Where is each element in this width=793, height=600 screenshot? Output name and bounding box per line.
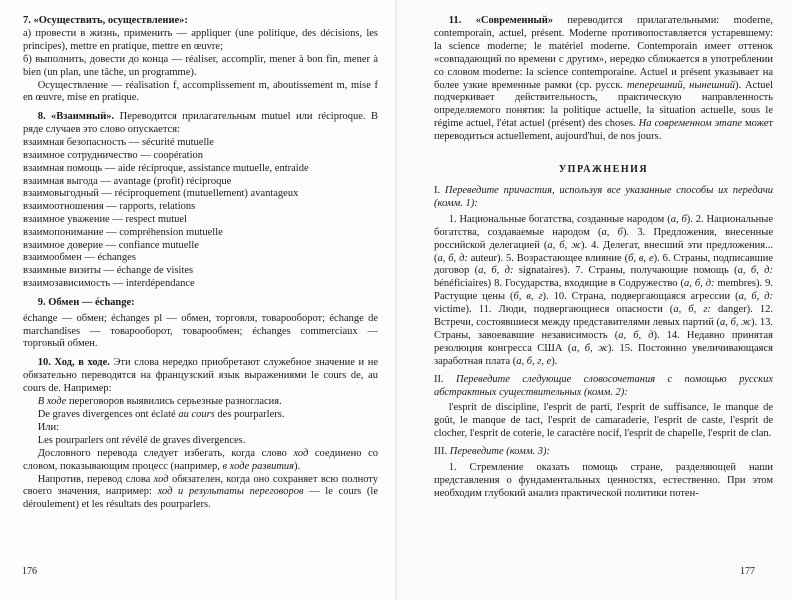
- list-item: взаимная безопасность — sécurité mutuelle: [23, 137, 214, 149]
- example-2-text-b: des pourparlers.: [214, 408, 285, 420]
- s11-text-b: ). Actuel подчеркивает действительность, практическую направленность определяемого понятия: la politique actuelle, la situation actuelle, sous le régime actuel, l'état actuel (présent) des choses.: [434, 79, 773, 130]
- section-11-title: 11. «Современный»: [448, 15, 554, 26]
- ex1-ital: б, в, е: [628, 252, 654, 264]
- section-10-intro: Эти слова нередко приобретают служебное значение и не обязательно переводятся на французский язык выражениями le cours de, au cours de. Например:: [23, 357, 378, 395]
- example-or: Или:: [37, 421, 60, 433]
- ex1-ital: а, б: [601, 226, 623, 238]
- ex1-ital: а, б, д:: [683, 278, 715, 290]
- ex1-seg: membres). 9. Растущие цены (: [434, 278, 773, 303]
- exercise-2-text: Переведите следующие словосочетания с помощью русских абстрактных существительных (комм. 2):: [434, 373, 773, 398]
- page-number-right: 177: [740, 566, 755, 577]
- exercise-3-text: Переведите (комм. 3):: [449, 446, 551, 458]
- ex1-ital: а, б, д:: [738, 291, 774, 303]
- p2-text-c: — le cours (le déroulement) et les résultats des pourparlers.: [23, 486, 378, 511]
- ex1-seg: ). 4. Делегат, внесший эти предложения... (: [434, 239, 773, 264]
- exercises-heading: УПРАЖНЕНИЯ: [558, 164, 649, 176]
- ex1-ital: б, в, г: [513, 291, 543, 303]
- section-8: [23, 111, 378, 137]
- section-8-intro: Переводится прилагательным mutuel или réciproque. В ряде случаев это слово опускается:: [23, 111, 378, 136]
- ex1-ital: а, б, д:: [737, 265, 773, 277]
- section-7-item-b: б) выполнить, довести до конца — réaliser, accomplir, mener à bon fin, mener à bien (un plan, une tâche, un programme).: [23, 53, 378, 78]
- ex1-seg: ). 13. Страны, завоевавшие независимость (: [434, 317, 773, 341]
- p2-italic-2: ход и результаты переговоров: [157, 486, 304, 498]
- ex1-ital: а, б, д: [618, 329, 654, 341]
- example-1-text: переговоров выявились серьезные разногласия.: [66, 396, 282, 408]
- list-item: взаимное доверие — confiance mutuelle: [23, 239, 199, 251]
- p2-text-b: обязателен, когда оно сохраняет всю полноту своего значения, например:: [23, 473, 379, 498]
- exercise-1-text: Переведите причастия, используя все указанные способы их передачи (комм. 1):: [434, 184, 773, 209]
- list-item: взаимное уважение — respect mutuel: [23, 213, 187, 225]
- ex1-seg: ). 14. Недавно принятая резолюция конгресса США (: [434, 329, 774, 354]
- p2-italic: ход: [153, 473, 169, 485]
- ex1-seg: auteur). 5. Возрастающее влияние (: [467, 252, 629, 264]
- exercise-2-body: l'esprit de discipline, l'esprit de parti, l'esprit de suffisance, le manque de goût, le manque de tact, l'esprit de camaraderie, l'esprit de caste, l'esprit de clocher, l'esprit de coterie, le caractère nocif, l'esprit de chapelle, l'esprit de clan.: [434, 402, 773, 440]
- exercise-2-instruction: [434, 374, 773, 400]
- section-10-title: 10. Ход, в ходе.: [37, 357, 110, 369]
- section-10-paragraph-1: [23, 448, 378, 474]
- ex1-ital: а, б, д:: [478, 265, 514, 277]
- ex1-seg: danger). 12. Встречи, состоявшиеся между представителями левых партий (: [434, 304, 773, 329]
- list-item: взаимная выгода — avantage (profit) réciproque: [23, 175, 232, 187]
- p1-text-b: соединено со словом, показывающим процесс (например,: [23, 447, 378, 472]
- exercise-3-instruction: [434, 446, 773, 459]
- ex1-ital: а, б: [670, 213, 687, 225]
- section-9-body: échange — обмен; échanges pl — обмен, торговля, товарооборот; échange de marchandises — товарооборот, товарообмен; échanges commerciaux — торговый обмен.: [23, 312, 378, 350]
- list-item: взаимные визиты — échange de visites: [23, 265, 194, 277]
- example-1-italic: В ходе: [37, 396, 67, 408]
- ex1-seg: 1. Национальные богатства, созданные народом (: [448, 213, 671, 225]
- section-8-list: [23, 137, 378, 291]
- exercise-1-instruction: [434, 185, 773, 211]
- section-10-paragraph-2: [23, 474, 378, 513]
- p1-italic: ход: [293, 447, 309, 459]
- list-item: взаимопонимание — compréhension mutuelle: [23, 226, 223, 238]
- ex1-seg: ). 6. Страны, подписавшие договор (: [434, 252, 774, 277]
- exercise-1-number: I.: [434, 184, 441, 196]
- s11-text-a: переводится прилагательными: moderne, contemporain, actuel, présent. Moderne противопоставляется устаревшему: la science moderne; le matériel moderne. Contemporain имеет оттенок «совпадающий по времени с другим», нередко сближается в употреблении со словом moderne: la science contemporaine. Actuel и présent указывает на более узкие временные рамки (ср. русск.: [434, 15, 773, 91]
- section-9-title: 9. Обмен — échange:: [37, 296, 135, 308]
- page-number-left: 176: [22, 566, 37, 577]
- right-page: [397, 0, 793, 600]
- ex1-ital: а, б, г:: [673, 304, 711, 316]
- exercise-1-body: [434, 214, 773, 369]
- ex1-ital: а, б, д:: [437, 252, 468, 264]
- s11-italic-2: На современном этапе: [638, 118, 743, 130]
- list-item: взаимное сотрудничество — coopération: [23, 149, 203, 161]
- section-9: [23, 297, 378, 310]
- ex1-ital: а, б, ж: [547, 239, 581, 251]
- example-2-italic: au cours: [178, 408, 215, 420]
- ex1-seg: ).: [551, 355, 558, 367]
- example-3: Les pourparlers ont révélé de graves divergences.: [37, 434, 246, 446]
- left-text-column: [23, 15, 378, 512]
- section-11: [434, 15, 773, 144]
- ex1-seg: ). 10. Страна, подвергающаяся агрессии (: [542, 291, 739, 303]
- list-item: взаимная помощь — aide réciproque, assistance mutuelle, entraide: [23, 162, 309, 174]
- section-8-title: 8. «Взаимный».: [37, 111, 115, 123]
- section-7-item-a: а) провести в жизнь, применить — appliquer (une politique, des décisions, les principes), mettre en pratique, mettre en œuvre;: [23, 27, 378, 52]
- s11-italic-1: теперешний, нынешний: [626, 79, 735, 91]
- example-2-text-a: De graves divergences ont éclaté: [37, 408, 179, 420]
- list-item: взаимоотношения — rapports, relations: [23, 201, 196, 213]
- exercise-3-number: III.: [434, 446, 448, 458]
- exercise-2-number: II.: [434, 373, 444, 385]
- section-10: [23, 357, 378, 396]
- ex1-seg: victime). 11. Люди, подвергающиеся опасности (: [434, 304, 674, 316]
- s11-text-c: может переводиться actuellement, aujourd'hui, de nos jours.: [434, 118, 773, 143]
- ex1-seg: ). 15. Постоянно увеличивающаяся заработная плата (: [434, 342, 774, 367]
- ex1-seg: signataires). 7. Страны, получающие помощь (: [513, 265, 738, 277]
- section-7-title: 7. «Осуществить, осуществление»:: [23, 15, 188, 26]
- ex1-seg: ). 3. Предложения, внесенные российской делегацией (: [434, 226, 774, 251]
- section-7: [23, 15, 378, 28]
- p2-text-a: Напротив, перевод слова: [37, 473, 154, 485]
- ex1-ital: а, б, ж: [571, 342, 608, 354]
- ex1-ital: а, б, ж: [720, 317, 752, 329]
- exercise-3-body: 1. Стремление оказать помощь стране, разделяющей наши представления о фундаментальных ценностях, естественно. При этом необходим глубокий анализ практической политики потен-: [434, 462, 773, 499]
- ex1-seg: bénéficiaires) 8. Государства, входящие в Содружество (: [434, 278, 684, 290]
- example-2: [23, 409, 378, 422]
- list-item: взаимообмен — échanges: [23, 252, 136, 264]
- example-1: [23, 396, 378, 409]
- ex1-seg: ). 2. Национальные богатства, создаваемые народом (: [434, 213, 773, 238]
- p1-text-c: ).: [294, 460, 301, 472]
- right-text-column: [434, 15, 773, 501]
- list-item: взаимозависимость — interdépendance: [23, 277, 195, 289]
- p1-text-a: Дословного перевода следует избегать, когда слово: [37, 447, 294, 459]
- list-item: взаимовыгодный — réciproquement (mutuellement) avantageux: [23, 188, 299, 200]
- p1-italic-2: в ходе развития: [222, 460, 295, 472]
- ex1-ital: а, б, г, е: [516, 355, 552, 367]
- section-7-note: Осуществление — réalisation f, accomplissement m, aboutissement m, mise f en œuvre, mise en pratique.: [23, 79, 378, 104]
